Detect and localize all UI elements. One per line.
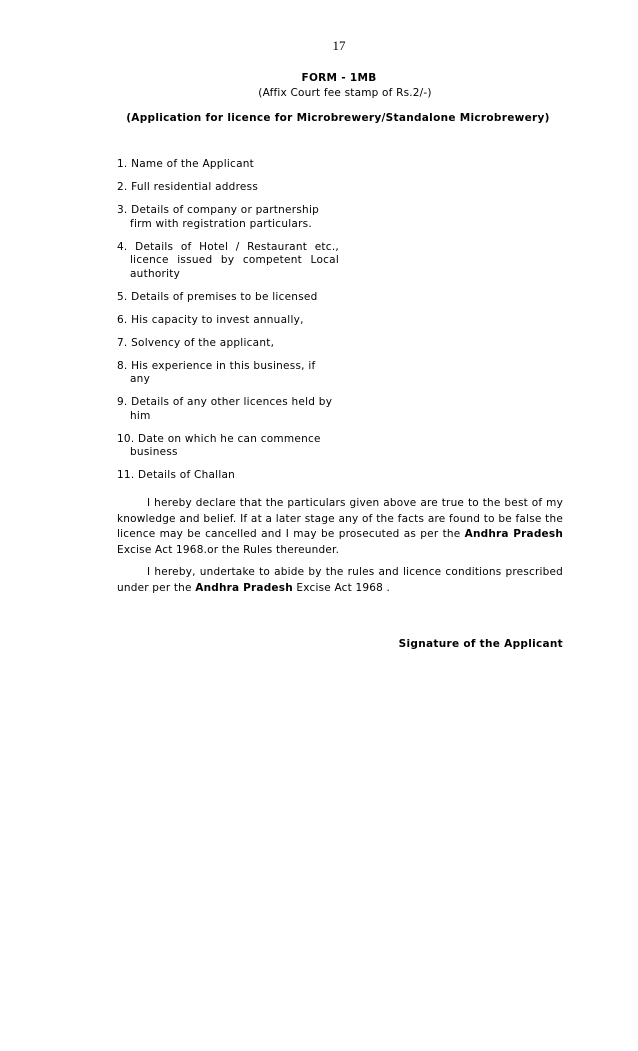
form-title: FORM - 1MB <box>301 72 377 84</box>
state-name-bold: Andhra Pradesh <box>464 528 563 540</box>
declaration-paragraph <box>117 496 563 558</box>
page-number: 17 <box>332 38 346 53</box>
field-hotel-restaurant-details: 4. Details of Hotel / Restaurant etc., licence issued by competent Local authority <box>117 240 339 280</box>
applicant-field-list <box>117 158 339 492</box>
state-name-bold: Andhra Pradesh <box>195 581 293 594</box>
field-commencement-date: 10. Date on which he can commence business <box>117 432 321 458</box>
signature-label: Signature of the Applicant <box>398 638 563 650</box>
field-investment-capacity: 6. His capacity to invest annually, <box>117 313 304 326</box>
field-solvency: 7. Solvency of the applicant, <box>117 336 275 349</box>
field-other-licences: 9. Details of any other licences held by him <box>117 396 333 422</box>
court-fee-note: (Affix Court fee stamp of Rs.2/-) <box>258 87 432 99</box>
field-business-experience: 8. His experience in this business, if any <box>117 359 316 385</box>
field-residential-address: 2. Full residential address <box>117 181 259 193</box>
undertaking-text-start: I hereby, undertake to abide by the rules and licence conditions prescribed under per the <box>117 566 563 594</box>
declaration-text-start: I hereby declare that the particulars given above are true to the best of my knowledge and belief. If at a later stage any of the facts are found to be false the licence may be cancelled and I may be prosecuted as per the <box>117 497 563 540</box>
declaration-section <box>117 496 563 603</box>
application-title: (Application for licence for Microbrewery/Standalone Microbrewery) <box>126 112 550 124</box>
field-challan-details: 11. Details of Challan <box>117 469 236 481</box>
declaration-text-end: Excise Act 1968.or the Rules thereunder. <box>117 543 340 556</box>
undertaking-text-end: Excise Act 1968 . <box>292 581 391 594</box>
field-premises-details: 5. Details of premises to be licensed <box>117 290 318 303</box>
field-applicant-name: 1. Name of the Applicant <box>117 158 255 170</box>
undertaking-paragraph <box>117 565 563 596</box>
field-company-details: 3. Details of company or partnership firm with registration particulars. <box>117 204 320 230</box>
